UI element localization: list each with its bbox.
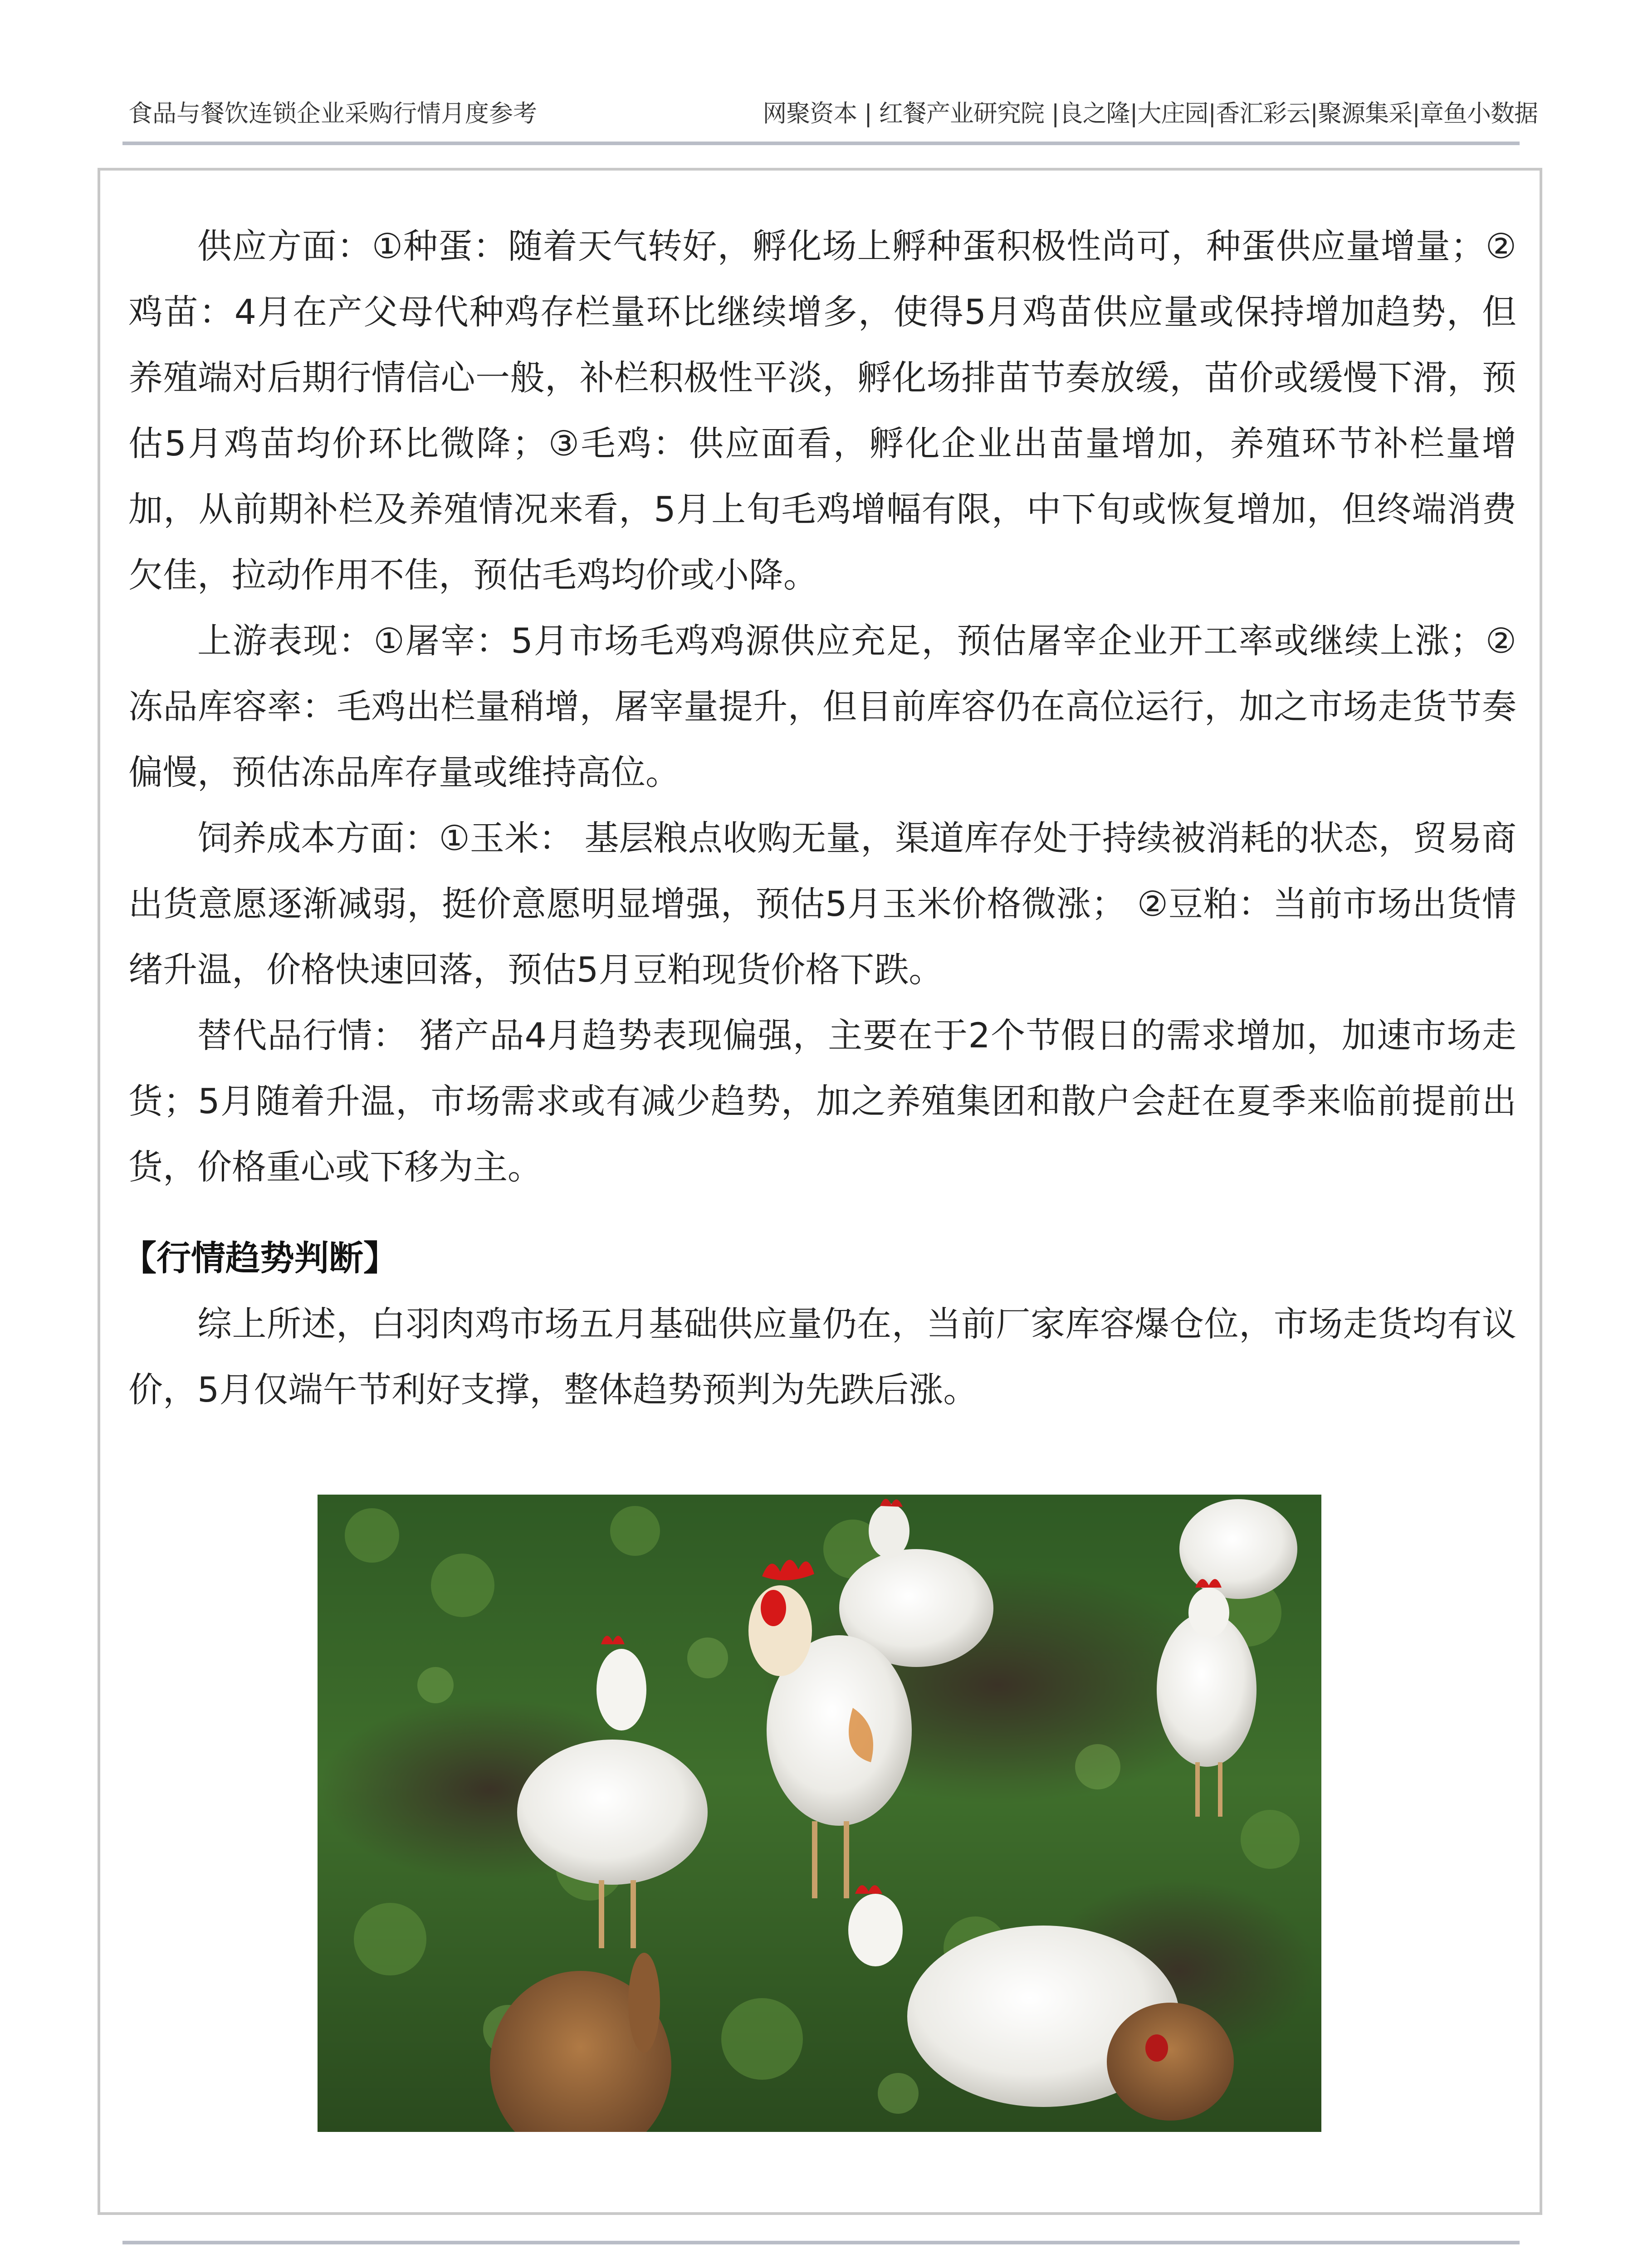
header-sources: 网聚资本 | 红餐产业研究院 |良之隆|大庄园|香汇彩云|聚源集采|章鱼小数据 bbox=[763, 100, 1538, 127]
paragraph-upstream: 上游表现：①屠宰：5月市场毛鸡鸡源供应充足，预估屠宰企业开工率或继续上涨；②冻品库容率：毛鸡出栏量稍增，屠宰量提升，但目前库容仍在高位运行，加之市场走货节奏偏慢，预估冻品库存量或维持高位。 bbox=[128, 621, 1516, 792]
footer-divider bbox=[122, 2241, 1520, 2244]
chickens-photo bbox=[318, 1495, 1321, 2132]
article-body bbox=[122, 213, 1516, 1422]
header-divider bbox=[122, 142, 1520, 145]
paragraph-supply: 供应方面：①种蛋：随着天气转好，孵化场上孵种蛋积极性尚可，种蛋供应量增量；②鸡苗：4月在产父母代种鸡存栏量环比继续增多，使得5月鸡苗供应量或保持增加趋势，但养殖端对后期行情信心一般，补栏积极性平淡，孵化场排苗节奏放缓，苗价或缓慢下滑，预估5月鸡苗均价环比微降；③毛鸡：供应面看，孵化企业出苗量增加，养殖环节补栏量增加，从前期补栏及养殖情况来看，5月上旬毛鸡增幅有限，中下旬或恢复增加，但终端消费欠佳，拉动作用不佳，预估毛鸡均价或小降。 bbox=[128, 226, 1516, 595]
header-title: 食品与餐饮连锁企业采购行情月度参考 bbox=[128, 100, 537, 127]
paragraph-feed-cost: 饲养成本方面：①玉米： 基层粮点收购无量，渠道库存处于持续被消耗的状态，贸易商出货意愿逐渐减弱，挺价意愿明显增强，预估5月玉米价格微涨； ②豆粕：当前市场出货情绪升温，价格快速回落，预估5月豆粕现货价格下跌。 bbox=[128, 818, 1516, 990]
paragraph-conclusion: 综上所述，白羽肉鸡市场五月基础供应量仍在，当前厂家库容爆仓位，市场走货均有议价，5月仅端午节利好支撑，整体趋势预判为先跌后涨。 bbox=[128, 1304, 1516, 1410]
section-title-trend: 【行情趋势判断】 bbox=[122, 1238, 398, 1278]
paragraph-substitutes: 替代品行情： 猪产品4月趋势表现偏强，主要在于2个节假日的需求增加，加速市场走货；5月随着升温，市场需求或有减少趋势，加之养殖集团和散户会赶在夏季来临前提前出货，价格重心或下移为主。 bbox=[128, 1015, 1516, 1187]
